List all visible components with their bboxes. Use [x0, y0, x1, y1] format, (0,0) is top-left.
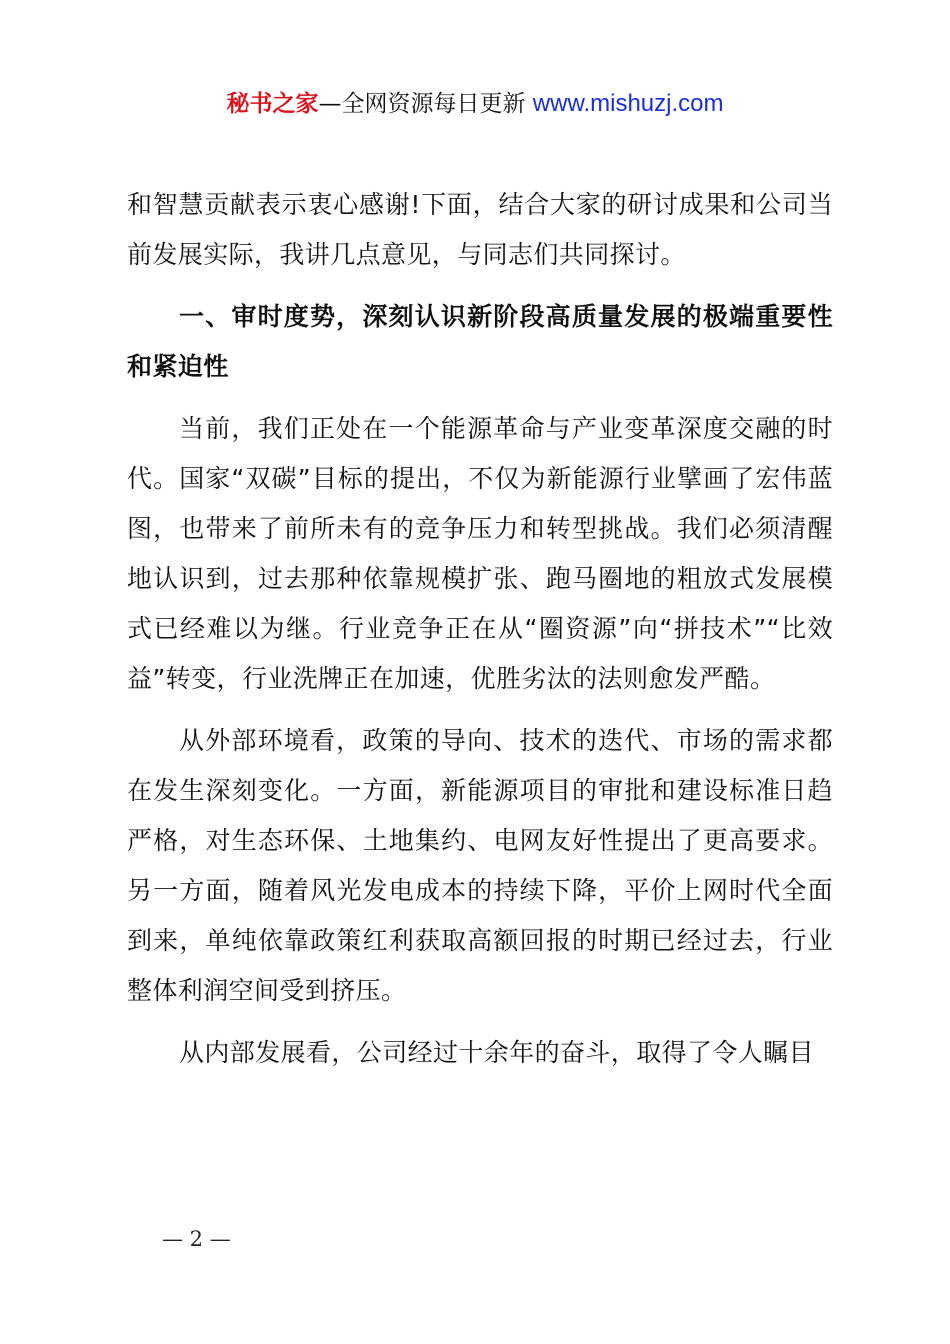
page-number: — 2 — [162, 1227, 231, 1251]
website-link[interactable]: www.mishuzj.com [532, 90, 724, 117]
brand-name: 秘书之家 [226, 91, 319, 117]
paragraph: 从内部发展看，公司经过十余年的奋斗，取得了令人瞩目 [179, 1038, 815, 1067]
document-body [127, 180, 833, 1090]
paragraph: 当前，我们正处在一个能源革命与产业变革深度交融的时代。国家“双碳”目标的提出，不仅为新能源行业擘画了宏伟蓝图，也带来了前所未有的竞争压力和转型挑战。我们必须清醒地认识到，过去那种依靠规模扩张、跑马圈地的粗放式发展模式已经难以为继。行业竞争正在从“圈资源”向“拼技术”“比效益”转变，行业洗牌正在加速，优胜劣汰的法则愈发严酷。 [127, 414, 833, 693]
paragraph: 从外部环境看，政策的导向、技术的迭代、市场的需求都在发生深刻变化。一方面，新能源项目的审批和建设标准日趋严格，对生态环保、土地集约、电网友好性提出了更高要求。另一方面，随着风光发电成本的持续下降，平价上网时代全面到来，单纯依靠政策红利获取高额回报的时期已经过去，行业整体利润空间受到挤压。 [127, 726, 833, 1005]
section-heading: 一、审时度势，深刻认识新阶段高质量发展的极端重要性和紧迫性 [127, 302, 833, 381]
paragraph-continuation: 和智慧贡献表示衷心感谢!下面，结合大家的研讨成果和公司当前发展实际，我讲几点意见，与同志们共同探讨。 [127, 190, 833, 269]
header-tagline: —全网资源每日更新 [318, 91, 533, 117]
page-header [0, 88, 950, 120]
